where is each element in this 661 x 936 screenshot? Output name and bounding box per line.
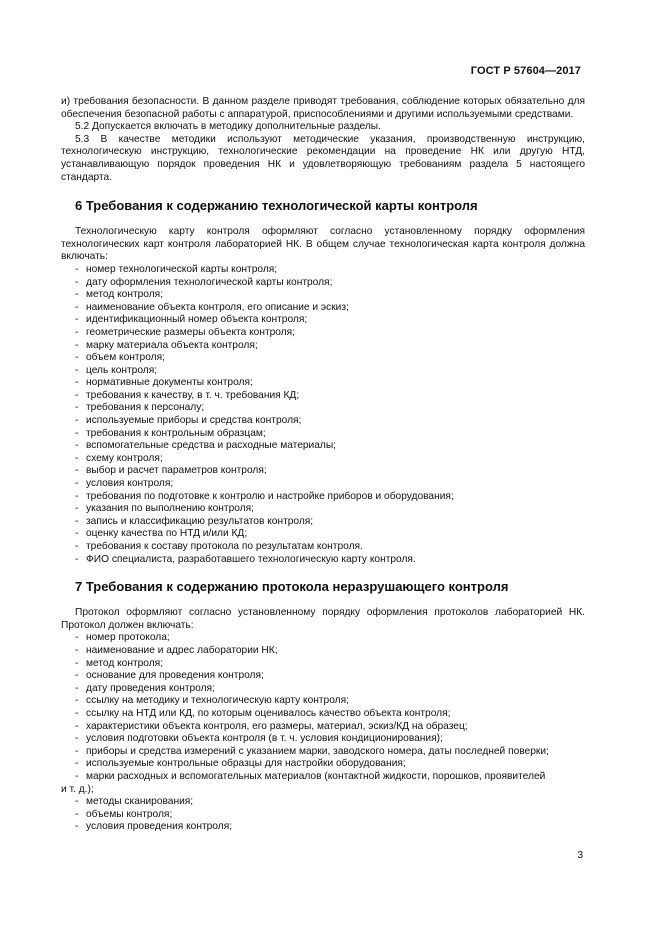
list-item: - нормативные документы контроля; bbox=[75, 377, 253, 389]
page-content bbox=[61, 96, 585, 834]
list-item: - марки расходных и вспомогательных материалов (контактной жидкости, порошков, проявителей bbox=[75, 770, 546, 782]
list-item: - объемы контроля; bbox=[75, 808, 173, 820]
list-item: - условия подготовки объекта контроля (в т. ч. условия кондиционирования); bbox=[75, 733, 443, 745]
list-item: - условия контроля; bbox=[75, 478, 174, 490]
list-item: - требования к персоналу; bbox=[75, 402, 205, 414]
section-7-lead: Протокол оформляют согласно установленному порядку оформления протоколов лабораторией НК. Протокол должен включать: bbox=[61, 607, 585, 631]
list-item: - используемые контрольные образцы для настройки оборудования; bbox=[75, 758, 406, 770]
section-7-list-continued bbox=[61, 796, 585, 834]
list-item: - выбор и расчет параметров контроля; bbox=[75, 465, 267, 477]
list-item-continuation: и т. д.); bbox=[61, 783, 94, 795]
list-item: - методы сканирования; bbox=[75, 796, 194, 808]
list-item: - требования к составу протокола по результатам контроля. bbox=[75, 541, 363, 552]
list-item: - условия проведения контроля; bbox=[75, 821, 233, 833]
list-item: - метод контроля; bbox=[75, 657, 164, 669]
list-item: - дату оформления технологической карты контроля; bbox=[75, 276, 333, 288]
list-item: - цель контроля; bbox=[75, 364, 158, 376]
list-item: - основание для проведения контроля; bbox=[75, 670, 264, 682]
list-item: - марку материала объекта контроля; bbox=[75, 339, 258, 351]
list-item: - схему контроля; bbox=[75, 452, 163, 464]
list-item: - указания по выполнению контроля; bbox=[75, 503, 254, 515]
list-item: - используемые приборы и средства контроля; bbox=[75, 415, 302, 427]
list-item: - объем контроля; bbox=[75, 352, 165, 364]
list-item: - идентификационный номер объекта контроля; bbox=[75, 314, 308, 326]
list-item: - номер технологической карты контроля; bbox=[75, 263, 278, 275]
list-item: - требования по подготовке к контролю и настройке приборов и оборудования; bbox=[75, 490, 454, 502]
intro-paragraph-2: 5.2 Допускается включать в методику дополнительные разделы. bbox=[75, 121, 381, 133]
list-item: - метод контроля; bbox=[75, 289, 164, 301]
list-item: - запись и классификацию результатов контроля; bbox=[75, 515, 314, 527]
list-item: - ФИО специалиста, разработавшего технологическую карту контроля. bbox=[75, 553, 416, 565]
list-item: - оценку качества по НТД и/или КД; bbox=[75, 528, 248, 540]
section-6-heading: 6 Требования к содержанию технологической карты контроля bbox=[75, 198, 478, 214]
section-7-heading: 7 Требования к содержанию протокола неразрушающего контроля bbox=[75, 579, 509, 595]
list-item: - наименование объекта контроля, его описание и эскиз; bbox=[75, 301, 349, 313]
list-item: - требования к качеству, в т. ч. требования КД; bbox=[75, 389, 300, 401]
list-item: - наименование и адрес лаборатории НК; bbox=[75, 644, 278, 656]
intro-paragraph-1: и) требования безопасности. В данном разделе приводят требования, соблюдение которых обязательно для обеспечения безопасной работы с аппаратурой, приспособлениями и другими используемыми средствами. bbox=[61, 96, 585, 120]
list-item: - ссылку на НТД или КД, по которым оценивалось качество объекта контроля; bbox=[75, 707, 451, 719]
list-item: - номер протокола; bbox=[75, 632, 170, 644]
list-item: - приборы и средства измерений с указанием марки, заводского номера, даты последней поверки; bbox=[75, 745, 549, 757]
list-item: - геометрические размеры объекта контроля; bbox=[75, 326, 296, 338]
list-item: - дату проведения контроля; bbox=[75, 682, 215, 694]
section-6-lead: Технологическую карту контроля оформляют согласно установленному порядку оформления технологических карт контроля лабораторией НК. В общем случае технологическая карта контроля должна включать: bbox=[61, 226, 585, 263]
document-number: ГОСТ Р 57604—2017 bbox=[470, 65, 581, 77]
list-item: - вспомогательные средства и расходные материалы; bbox=[75, 440, 336, 452]
list-item: - требования к контрольным образцам; bbox=[75, 427, 266, 439]
page-number: 3 bbox=[577, 850, 583, 861]
list-item: - ссылку на методику и технологическую карту контроля; bbox=[75, 695, 349, 707]
list-item: - характеристики объекта контроля, его размеры, материал, эскиз/КД на образец; bbox=[75, 720, 468, 732]
intro-paragraph-3: 5.3 В качестве методики используют методические указания, производственную инструкцию, технологическую инструкцию, технологические рекомендации на проведение НК или другую НТД, устанавливающую порядок проведения НК и удовлетворяющую требованиям раздела 5 настоящего стандарта. bbox=[61, 133, 585, 183]
section-7-list bbox=[61, 632, 585, 783]
section-6-list bbox=[61, 264, 585, 566]
